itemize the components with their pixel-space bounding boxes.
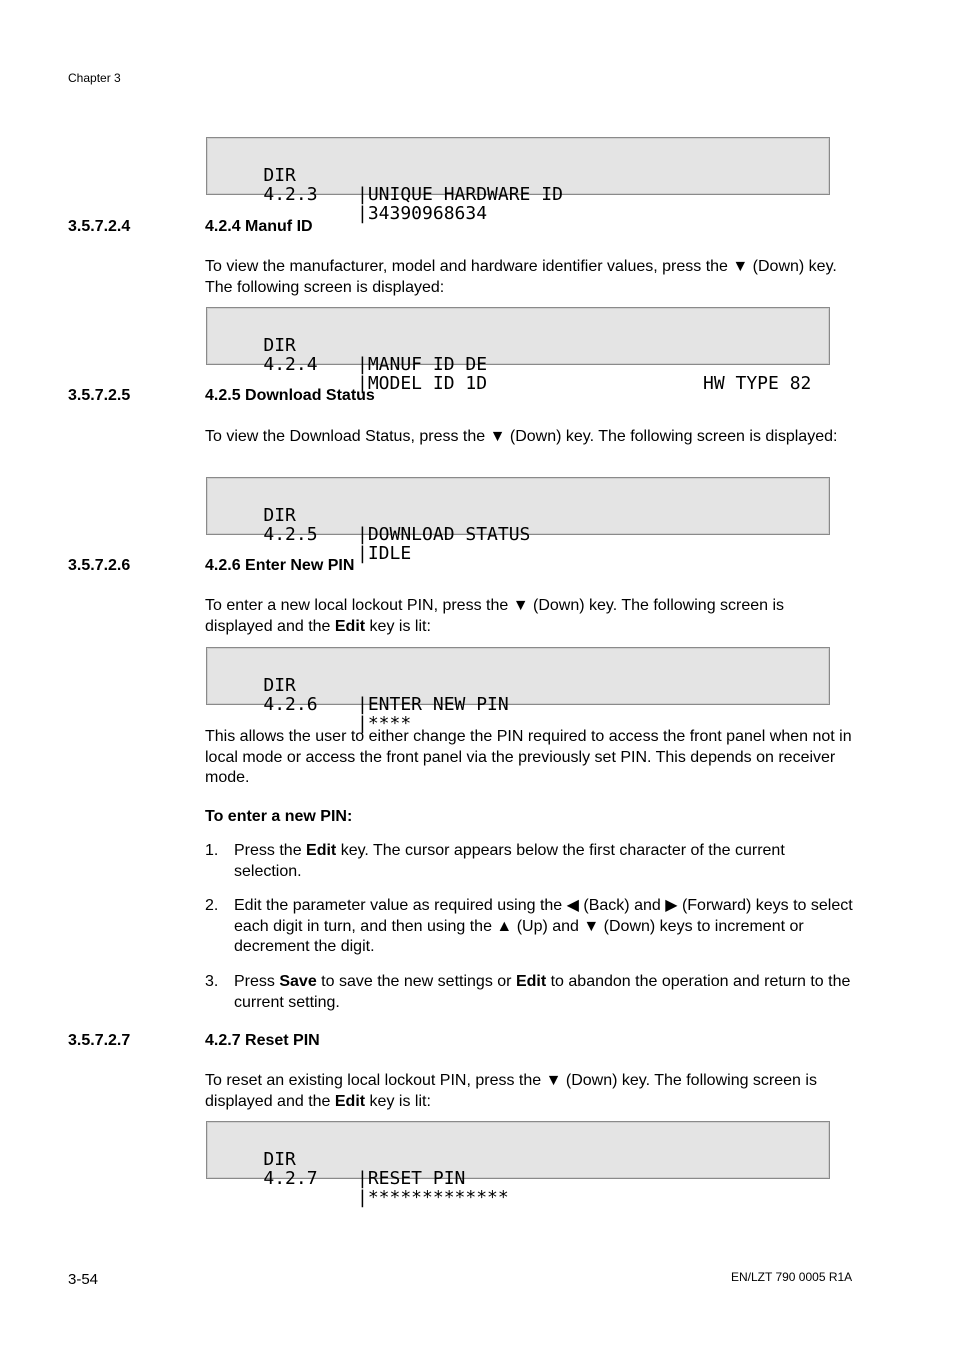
subheading: To enter a new PIN: <box>205 808 353 825</box>
text: Press the <box>234 842 307 859</box>
section-title: 4.2.5 Download Status <box>205 387 375 404</box>
lcd-dir-label: DIR <box>263 505 296 526</box>
lcd-menu-number: 4.2.6 <box>263 694 318 715</box>
list-text: Edit the parameter value as required using the ◀ (Back) and ▶ (Forward) keys to select each digit in turn, and then using the ▲ (Up) and ▼ (Down) keys to increment or decrement the digit. <box>234 897 853 955</box>
lcd-screen-4-2-4 <box>206 307 830 394</box>
text: To enter a new local lockout PIN, press the ▼ (Down) key. The following screen is displayed and the <box>205 597 785 635</box>
lcd-menu-number: 4.2.5 <box>263 524 318 545</box>
text: to save the new settings or <box>316 973 516 990</box>
lcd-value: |**** <box>357 713 412 734</box>
section-number: 3.5.7.2.7 <box>68 1032 131 1049</box>
lcd-screen-4-2-7 <box>206 1121 830 1208</box>
list-text <box>234 972 855 1013</box>
lcd-value: |MODEL ID 1D <box>357 373 488 394</box>
text: to abandon the operation and return to the current setting. <box>234 973 851 1011</box>
section-title: 4.2.6 Enter New PIN <box>205 557 355 574</box>
page-number: 3-54 <box>68 1271 99 1288</box>
lcd-dir-label: DIR <box>263 165 296 186</box>
lcd-title: |MANUF ID DE <box>357 354 488 375</box>
paragraph: This allows the user to either change the PIN required to access the front panel when not in local mode or access the front panel via the previously set PIN. This depends on receiver mode. <box>205 728 852 786</box>
lcd-value: |************* <box>357 1187 509 1208</box>
section-title: 4.2.4 Manuf ID <box>205 218 313 235</box>
lcd-screen-4-2-6 <box>206 647 830 734</box>
text: key is lit: <box>365 617 431 635</box>
edit-key-name: Edit <box>334 1092 366 1110</box>
lcd-dir-label: DIR <box>263 335 296 356</box>
paragraph: To view the manufacturer, model and hardware identifier values, press the ▼ (Down) key. The following screen is displayed: <box>205 258 837 296</box>
lcd-title: |UNIQUE HARDWARE ID <box>357 184 563 205</box>
lcd-value: |IDLE <box>357 543 412 564</box>
edit-key-name: Edit <box>306 842 337 859</box>
text: Press <box>234 973 280 990</box>
paragraph <box>205 1071 855 1112</box>
section-title: 4.2.7 Reset PIN <box>205 1032 320 1049</box>
save-key-name: Save <box>279 973 317 990</box>
lcd-value: |34390968634 <box>357 203 488 224</box>
text: key is lit: <box>365 1092 431 1110</box>
lcd-title: |RESET PIN <box>357 1168 466 1189</box>
text: key. The cursor appears below the first character of the current selection. <box>234 842 785 880</box>
edit-key-name: Edit <box>515 973 547 990</box>
lcd-dir-label: DIR <box>263 1149 296 1170</box>
paragraph: To view the Download Status, press the ▼ (Down) key. The following screen is displayed: <box>205 428 838 445</box>
lcd-title: |DOWNLOAD STATUS <box>357 524 531 545</box>
lcd-menu-number: 4.2.4 <box>263 354 318 375</box>
lcd-dir-label: DIR <box>263 675 296 696</box>
text: To reset an existing local lockout PIN, press the ▼ (Down) key. The following screen is displayed and the <box>205 1072 817 1110</box>
document-id: EN/LZT 790 0005 R1A <box>731 1270 853 1284</box>
lcd-title: |ENTER NEW PIN <box>357 694 509 715</box>
edit-key-name: Edit <box>334 617 366 635</box>
list-number: 2. <box>205 897 219 914</box>
list-number: 3. <box>205 973 219 990</box>
lcd-menu-number: 4.2.3 <box>263 184 318 205</box>
lcd-menu-number: 4.2.7 <box>263 1168 318 1189</box>
section-number: 3.5.7.2.5 <box>68 387 131 404</box>
list-number: 1. <box>205 842 219 859</box>
lcd-screen-4-2-3 <box>206 137 830 224</box>
chapter-header: Chapter 3 <box>68 71 121 85</box>
section-number: 3.5.7.2.4 <box>68 218 131 235</box>
list-text <box>234 841 855 882</box>
lcd-hw-type: HW TYPE 82 <box>703 373 812 394</box>
paragraph <box>205 596 855 637</box>
lcd-screen-4-2-5 <box>206 477 830 564</box>
section-number: 3.5.7.2.6 <box>68 557 131 574</box>
